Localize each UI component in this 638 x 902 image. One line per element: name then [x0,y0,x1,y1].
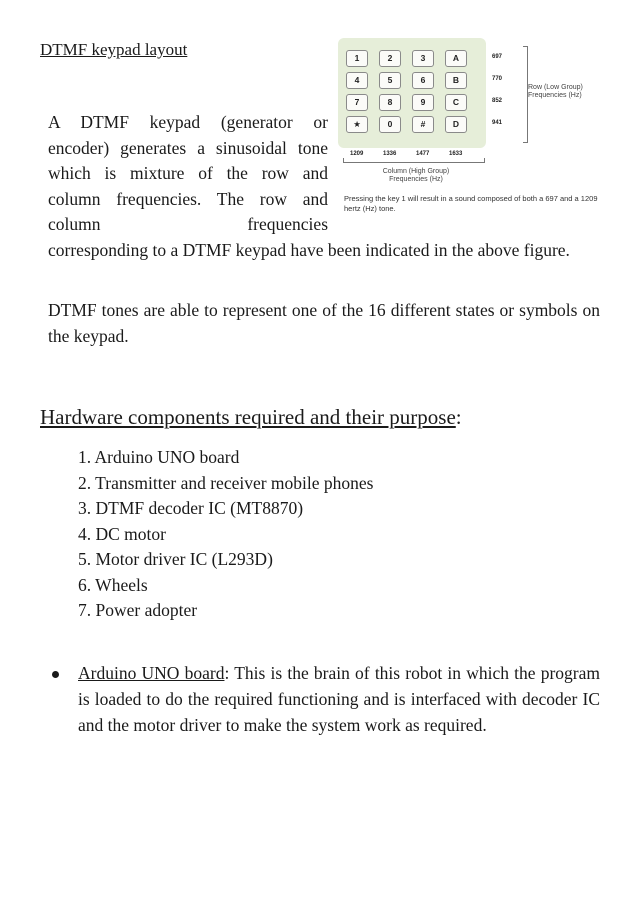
keypad-key: 2 [379,50,401,67]
keypad-key: 9 [412,94,434,111]
heading-colon: : [455,405,462,429]
row-frequency-label: 697 [492,54,503,60]
bullet-body [78,660,600,738]
components-list [78,445,374,624]
dtmf-states-paragraph: DTMF tones are able to represent one of the 16 different states or symbols on the keypad. [48,300,600,346]
keypad-key: 1 [346,50,368,67]
keypad-key: ★ [346,116,368,133]
bullet-term: Arduino UNO board [78,663,225,683]
keypad-key: 8 [379,94,401,111]
keypad-key: 4 [346,72,368,89]
column-frequency-label: 1209 [350,151,364,157]
keypad-key: 0 [379,116,401,133]
figure-caption: Pressing the key 1 will result in a sound composed of both a 697 and a 1209 hertz (Hz) tone. [344,194,598,213]
column-group-label: Column (High Group) Frequencies (Hz) [382,168,450,183]
heading-hardware-text: Hardware components required and their purpose [40,405,456,429]
keypad-key: A [445,50,467,67]
column-frequency-label: 1633 [449,151,463,157]
keypad-key: B [445,72,467,89]
keypad-key: 6 [412,72,434,89]
keypad-key: 5 [379,72,401,89]
row-group-label: Row (Low Group) Frequencies (Hz) [528,84,583,99]
list-item: 7. Power adopter [78,600,198,620]
row-frequency-label: 852 [492,98,503,104]
list-item: 4. DC motor [78,523,166,544]
arduino-bullet [52,660,600,738]
list-item: 5. Motor driver IC (L293D) [78,549,273,569]
column-frequency-label: 1336 [383,151,397,157]
row-frequency-label: 941 [492,120,503,126]
list-item: 1. Arduino UNO board [78,447,240,467]
heading-dtmf-keypad-layout: DTMF keypad layout [40,40,188,59]
column-frequency-label: 1477 [416,151,430,157]
dtmf-keypad-figure [338,38,608,223]
list-item: 3. DTMF decoder IC (MT8870) [78,498,304,518]
column-group-bracket [343,158,485,163]
list-item: 2. Transmitter and receiver mobile phones [78,472,374,493]
keypad-key: 7 [346,94,368,111]
keypad-key: # [412,116,434,133]
heading-hardware-components [40,405,462,430]
row-frequency-label: 770 [492,76,503,82]
intro-paragraph-continued: corresponding to a DTMF keypad have been indicated in the above figure. [48,240,570,260]
intro-paragraph-wrapped: A DTMF keypad (generator or encoder) generates a sinusoidal tone which is mixture of the row and column frequencies. The row and column frequencies [48,112,328,234]
list-item: 6. Wheels [78,574,148,595]
bullet-text: : This is the brain of this robot in which the program is loaded to do the required functioning and is interfaced with decoder IC and the motor driver to make the system work as required. [78,663,601,735]
keypad-key: D [445,116,467,133]
bullet-dot-icon [52,671,59,678]
keypad-key: C [445,94,467,111]
keypad-key: 3 [412,50,434,67]
